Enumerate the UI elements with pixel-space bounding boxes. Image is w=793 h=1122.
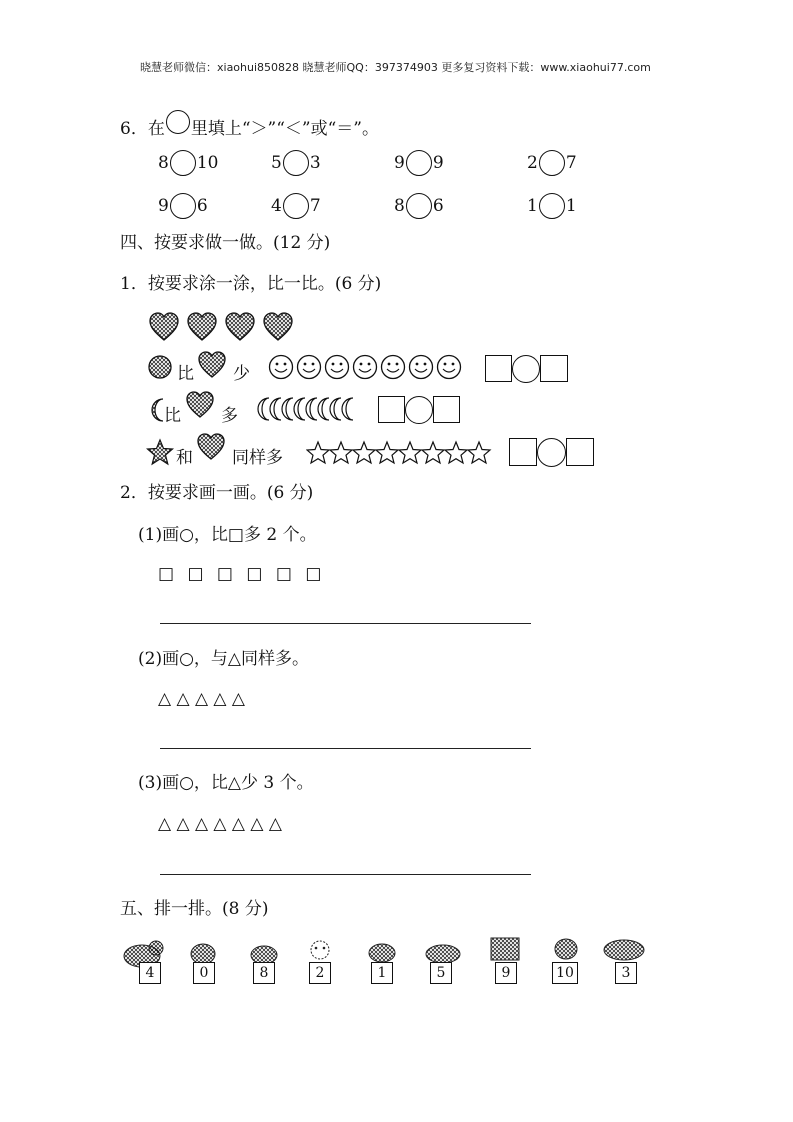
smiley-icon: [270, 356, 293, 379]
row3-word-and: 和: [176, 448, 193, 468]
animal-card: [548, 935, 592, 981]
stars-row: [306, 440, 496, 468]
q4-1-title: 1．按要求涂一涂，比一比。(6 分): [120, 274, 382, 294]
q6-number: 6．在: [120, 119, 165, 139]
star-icon: [307, 442, 329, 463]
smiley-icon: [354, 356, 377, 379]
answer-circle[interactable]: [283, 193, 309, 219]
star-icon: [468, 442, 490, 463]
number-box: 0: [193, 962, 215, 984]
answer-box[interactable]: [378, 396, 405, 423]
section-4-title: 四、按要求做一做。(12 分): [120, 233, 331, 253]
smiley-icon: [410, 356, 433, 379]
answer-circle[interactable]: [170, 150, 196, 176]
heart-icon: [185, 390, 217, 420]
q4-2-title: 2．按要求画一画。(6 分): [120, 483, 314, 503]
hearts-row: [148, 311, 298, 343]
q6-item-8: 1 1: [527, 193, 577, 219]
q4-2-part1: (1)画○，比□多 2 个。: [138, 525, 317, 545]
smiley-icon: [382, 356, 405, 379]
number-box: 8: [253, 962, 275, 984]
moon-icon: [294, 398, 305, 420]
answer-box[interactable]: [509, 438, 537, 466]
smiley-icon: [438, 356, 461, 379]
answer-box[interactable]: [433, 396, 460, 423]
heart-icon: [188, 313, 216, 340]
answer-circle[interactable]: [512, 355, 540, 383]
star-icon: [445, 442, 467, 463]
answer-circle[interactable]: [170, 193, 196, 219]
heart-icon: [264, 313, 292, 340]
q6-item-3: 9 9: [394, 150, 444, 176]
star-icon: [422, 442, 444, 463]
animal-card: [485, 935, 529, 981]
heart-icon: [150, 313, 178, 340]
answer-line[interactable]: [160, 748, 531, 749]
answer-circle[interactable]: [537, 438, 566, 467]
row2-word-compare: 比: [164, 406, 181, 426]
number-box: 3: [615, 962, 637, 984]
star-icon: [353, 442, 375, 463]
ball-icon: [146, 354, 176, 380]
q6-item-2: 5 3: [271, 150, 321, 176]
q6-item-6: 4 7: [271, 193, 321, 219]
q4-2-part3: (3)画○，比△少 3 个。: [138, 773, 314, 793]
page-header: 晓慧老师微信：xiaohui850828 晓慧老师QQ：397374903 更多复习资料下载：www.xiaohui77.com: [140, 61, 651, 74]
answer-box[interactable]: [566, 438, 594, 466]
star-icon: [376, 442, 398, 463]
row3-word-same: 同样多: [232, 448, 283, 468]
q6-item-1: 8 10: [158, 150, 218, 176]
smiley-icon: [298, 356, 321, 379]
section-5-title: 五、排一排。(8 分): [120, 899, 269, 919]
answer-circle[interactable]: [406, 150, 432, 176]
number-box: 1: [371, 962, 393, 984]
triangles-row-1: △ △ △ △ △: [158, 689, 245, 709]
animal-card: [421, 938, 471, 982]
moon-icon: [258, 398, 269, 420]
moon-icon: [270, 398, 281, 420]
triangles-row-2: △ △ △ △ △ △ △: [158, 814, 282, 834]
animal-card: [120, 938, 170, 982]
answer-circle[interactable]: [539, 150, 565, 176]
squares-row: □ □ □ □ □ □: [158, 564, 326, 584]
star-icon: [330, 442, 352, 463]
answer-circle[interactable]: [283, 150, 309, 176]
star-icon: [399, 442, 421, 463]
q4-2-part2: (2)画○，与△同样多。: [138, 649, 309, 669]
answer-line[interactable]: [160, 623, 531, 624]
answer-box[interactable]: [485, 355, 512, 382]
smiley-icon: [326, 356, 349, 379]
q6-title: [120, 110, 379, 140]
number-box: 4: [139, 962, 161, 984]
moon-icon: [342, 398, 353, 420]
row1-word-less: 少: [233, 364, 250, 384]
smileys-row: [268, 354, 468, 382]
moon-icon: [306, 398, 317, 420]
moon-icon: [330, 398, 341, 420]
answer-box[interactable]: [540, 355, 568, 382]
number-box: 2: [309, 962, 331, 984]
answer-line[interactable]: [160, 874, 531, 875]
moon-icon: [318, 398, 329, 420]
answer-circle[interactable]: [405, 396, 433, 424]
number-box: 9: [495, 962, 517, 984]
moons-row: [256, 396, 366, 424]
animal-card: [598, 935, 648, 981]
star-icon: [146, 438, 176, 466]
row2-word-more: 多: [221, 406, 238, 426]
circle-icon: [166, 110, 190, 134]
animal-card: [300, 938, 344, 982]
number-box: 5: [430, 962, 452, 984]
row1-word-compare: 比: [177, 364, 194, 384]
q6-item-7: 8 6: [394, 193, 444, 219]
answer-circle[interactable]: [406, 193, 432, 219]
q6-instruction: 里填上“＞”“＜”或“＝”。: [190, 119, 379, 139]
animal-card: [240, 938, 284, 982]
animal-card: [183, 938, 227, 982]
animal-card: [362, 938, 406, 982]
q6-item-5: 9 6: [158, 193, 208, 219]
answer-circle[interactable]: [539, 193, 565, 219]
heart-icon: [196, 432, 228, 462]
moon-icon: [282, 398, 293, 420]
heart-icon: [197, 350, 229, 380]
heart-icon: [226, 313, 254, 340]
q6-item-4: 2 7: [527, 150, 577, 176]
number-box: 10: [552, 962, 578, 984]
